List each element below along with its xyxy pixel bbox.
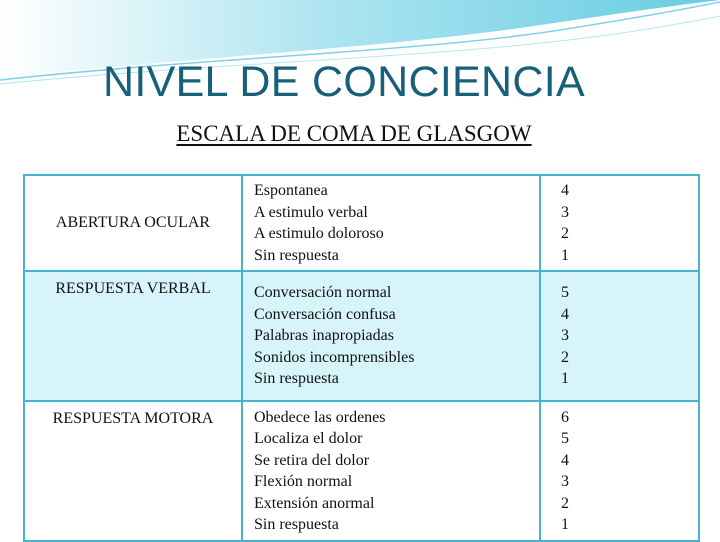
score-value: 1 [561, 370, 569, 388]
option-text: Sin respuesta [254, 246, 339, 264]
option-text: Conversación normal [254, 284, 392, 302]
score-value: 3 [561, 203, 569, 221]
glasgow-table [23, 174, 700, 542]
options-cell [242, 175, 540, 271]
score-value: 4 [561, 305, 569, 323]
option-text: A estimulo verbal [254, 203, 368, 221]
option-text: Se retira del dolor [254, 451, 370, 469]
scores-cell [540, 175, 699, 271]
option-text: Obedece las ordenes [254, 408, 386, 426]
score-value: 6 [561, 408, 569, 426]
options-cell [242, 271, 540, 401]
score-value: 1 [561, 516, 569, 533]
score-value: 2 [561, 225, 569, 242]
option-text: Sin respuesta [254, 516, 339, 533]
score-value: 2 [561, 348, 569, 366]
option-text: Sin respuesta [254, 370, 339, 388]
score-value: 1 [561, 246, 569, 264]
option-text: Flexión normal [254, 473, 353, 490]
option-text: A estimulo doloroso [254, 225, 384, 242]
category-label: RESPUESTA VERBAL [55, 280, 211, 297]
score-value: 5 [561, 284, 569, 302]
category-label: RESPUESTA MOTORA [52, 410, 214, 427]
table-row-motora [24, 401, 699, 541]
page-title: NIVEL DE CONCIENCIA [103, 58, 585, 106]
score-value: 4 [561, 451, 569, 469]
category-label: ABERTURA OCULAR [55, 214, 211, 232]
score-value: 3 [561, 327, 569, 345]
table-row-verbal [24, 271, 699, 401]
option-text: Conversación confusa [254, 305, 396, 323]
score-value: 3 [561, 473, 569, 490]
category-cell [24, 175, 242, 271]
scores-cell [540, 271, 699, 401]
option-text: Localiza el dolor [254, 430, 363, 447]
option-text: Sonidos incomprensibles [254, 348, 415, 366]
score-value: 4 [561, 182, 569, 199]
options-cell [242, 401, 540, 541]
score-value: 2 [561, 494, 569, 512]
option-text: Espontanea [254, 182, 328, 199]
category-cell [24, 401, 242, 541]
category-cell [24, 271, 242, 401]
page-subtitle: ESCALA DE COMA DE GLASGOW [176, 121, 532, 146]
table-row-ocular [24, 175, 699, 271]
score-value: 5 [561, 430, 569, 447]
scores-cell [540, 401, 699, 541]
option-text: Palabras inapropiadas [254, 327, 394, 345]
option-text: Extensión anormal [254, 494, 375, 512]
